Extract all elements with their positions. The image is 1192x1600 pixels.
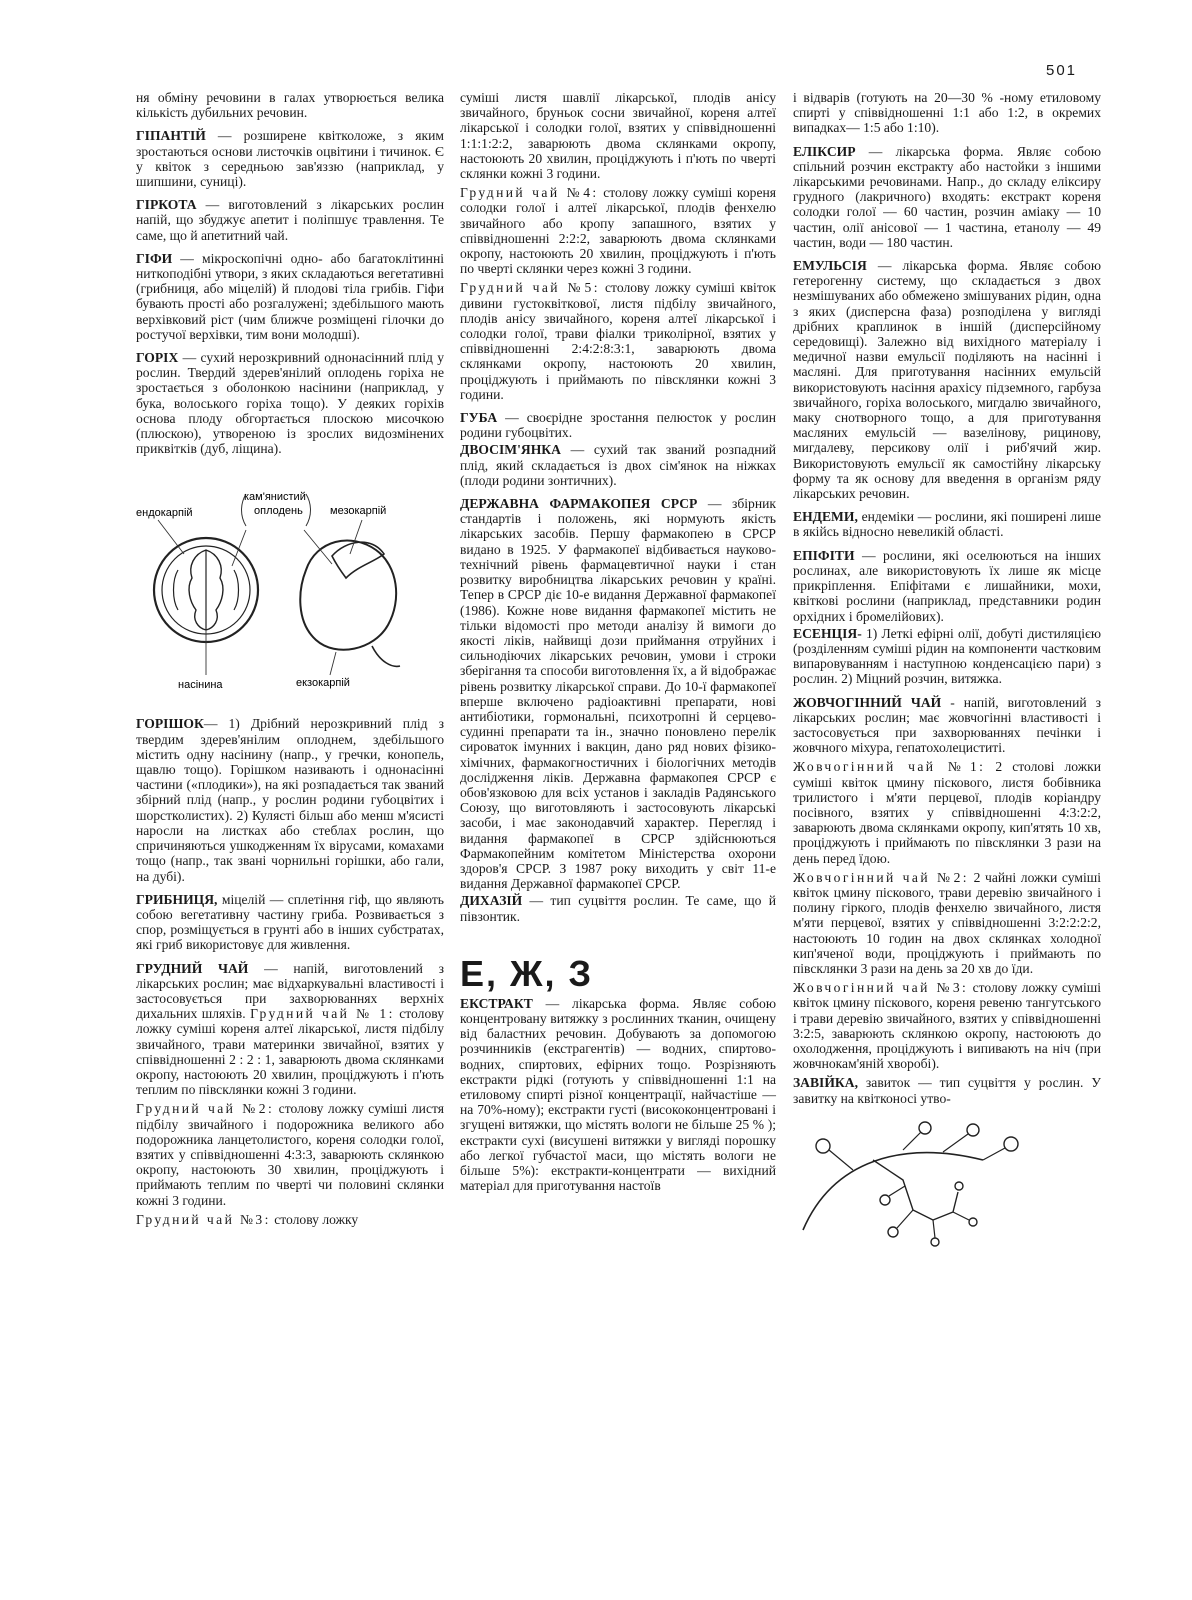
label-mesocarp: мезокарпій (330, 505, 387, 518)
recipe-zhovch-1 (793, 759, 1101, 865)
walnut-diagram (136, 470, 436, 700)
recipe-text: столову ложку суміші квіток цмину піскового, кореня ревеню тангутського і трави деревію звичайного, взятих у співвідношенні 3:2:5, заварюють склянкою окропу, настоюють до охолодження, проціджують і випивають на ніч (при жовчнокам'яній хворобі). (793, 980, 1101, 1072)
entry-text: — лікарська форма. Являє собою спільний розчин екстракту або настойки з іншими лікарськими речовинами. Напр., до складу еліксиру грудного (лакричного) входять: екстракт кореня солодки голої — 60 частин, розчин аміаку — 10 частин, олії анісової — 1 частина, етанолу — 49 частин, води — 180 частин. (793, 143, 1101, 250)
entry-term: ГОРІХ (136, 350, 179, 366)
entry-term: ЖОВЧОГІННИЙ ЧАЙ (793, 694, 942, 710)
entry-term: ДВОСІМ'ЯНКА (460, 442, 561, 458)
recipe-text: столову ложку суміші квіток дивини густоквіткової, листя підбілу звичайного, плодів анісу звичайного, кореня алтеї лікарської і солодки голої, трави фіалки триколірної, взятих у співвідношенні 2:4:2:8:3:1, заварюють двома склянками окропу, настоюють 20 хвилин, проціджують і приймають по півсклянки кожні 3 години. (460, 280, 776, 402)
entry-text: міцелій — сплетіння гіф, що являють собою вегетативну частину гриба. Розвивається з спор, розміщується в грунті або в інших субстратах, які гриб використовує для живлення. (136, 891, 444, 953)
recipe-label: Жовчогінний чай №2: (793, 869, 969, 885)
recipe-text: столову ложку суміші кореня алтеї лікарської, листя підбілу звичайного, трави материнки звичайної, взятих у співвідношенні 2 : 2 : 1, заварюють двома склянками окропу, настоюють 20 хвилин, проціджують і п'ють теплим по півсклянки кожні 3 години. (136, 1006, 444, 1098)
recipe-text: 2 столові ложки суміші квіток цмину піскового, листя бобівника трилистого і м'яти перцевої, плодів коріандру посівного, взятих у співвідношенні 4:3:2:2, заварюють двома склянками окропу, кип'ятять 10 хв, проціджують і приймають по півсклянки 3 рази на день перед їдою. (793, 759, 1101, 866)
entry-text: — своєрідне зростання пелюсток у рослин родини губоцвітих. (460, 410, 776, 441)
entry-esentsia (793, 626, 1101, 687)
pedicel-7 (933, 1220, 935, 1238)
entry-zavitka (793, 1075, 1101, 1105)
entry-derzh-farmakopeia (460, 496, 776, 891)
walnut-figure (136, 470, 444, 700)
recipe-text: столову ложку (270, 1211, 359, 1227)
fruit-stalk (372, 646, 400, 666)
entry-text: — тип суцвіття рослин. Те саме, що й півзонтик. (460, 893, 776, 924)
continued-text: суміші листя шавлії лікарської, плодів анісу звичайного, бруньок сосни звичайної, кореня алтеї лікарської і солодки голої, взятих у співвідношенні 1:1:1:2:2, заварюють двома склянками окропу, настоюють 20 хвилин, проціджують і п'ють по чверті склянки кожні 3 години. (460, 90, 776, 182)
label-stony-2: оплодень (254, 505, 303, 518)
recipe-label: Грудний чай №4: (460, 185, 599, 201)
spiral-branch (873, 1160, 958, 1220)
entry-text: — 1) Дрібний нерозкривний плід з твердим здерев'янілим оплоднем, здебільшого містить одну насінину (напр., у гречки, конопель, щавлю тощо). Горішком називають і однонасінні частини («плодики»), на які розпадається так званий збірний плід (напр., у рослин родини губоцвітих і шорстколистих). 2) Кулясті більш або менш м'ясисті наросли на листках або стеблах рослин, що спричиняються ушкодженням їх вірусами, комахами тощо (напр., так звані чорнильні горішки, або гали, на дубі). (136, 716, 444, 884)
recipe-label: Грудний чай № 1: (250, 1006, 395, 1022)
flower-4 (1004, 1137, 1018, 1151)
entry-term: ЕМУЛЬСІЯ (793, 258, 867, 274)
entry-text: — сухий так званий розпадний плід, який складається із двох сім'янок на ніжках (плоди родини зонтичних). (460, 442, 776, 488)
entry-girkota (136, 197, 444, 243)
entry-term: ДИХАЗІЙ (460, 893, 523, 909)
entry-grudniy (136, 961, 444, 1098)
section-heading: Е, Ж, З (460, 952, 594, 994)
label-seed: насінина (178, 679, 223, 692)
entry-zhovchohinnyi (793, 695, 1101, 756)
label-endocarp: ендокарпій (136, 507, 193, 520)
entry-gribnitsia (136, 892, 444, 953)
entry-term: ГОРІШОК (136, 716, 204, 732)
label-line-exocarp (330, 652, 336, 675)
recipe-text: столову ложку суміші кореня солодки голої і алтеї лікарської, плодів фенхелю звичайного або кропу запашного, взятих у співвідношенні 2:2:2, заварюють двома склянками окропу, настоюють 20 хвилин, проціджують і п'ють по чверті склянки через кожні 3 години. (460, 185, 776, 277)
entry-text: — виготовлений з лікарських рослин напій, що збуджує апетит і поліпшує травлення. Те саме, що й апетитний чай. (136, 197, 444, 243)
entry-gifi (136, 251, 444, 342)
entry-term: ЗАВІЙКА, (793, 1075, 858, 1091)
cincinnus-diagram (793, 1120, 1043, 1250)
label-stony-1: кам'янистий (244, 491, 306, 504)
flower-3 (967, 1124, 979, 1136)
entry-dikhaziy (460, 893, 776, 923)
entry-epifity (793, 548, 1101, 624)
entry-gipantiy (136, 128, 444, 189)
column-2 (460, 90, 776, 1201)
label-line-stony-2 (304, 530, 332, 564)
split-husk (332, 543, 384, 579)
entry-text: — мікроскопічні одно- або багатоклітинні ниткоподібні утвори, з яких складаються вегетативні (грибниця, або міцелій) й плодові тіла грибів. Гіфи бувають прості або розгалужені; здебільшого мають верхівковий ріст (чим ближче розміщені гілочки до ростучої верхівки, тим вони молодші). (136, 250, 444, 342)
entry-term: ГІФИ (136, 250, 173, 266)
recipe-grudniy-5 (460, 280, 776, 402)
flower-2 (919, 1122, 931, 1134)
recipe-grudniy-2 (136, 1101, 444, 1207)
recipe-text: 2 чайні ложки суміші квіток цмину піскового, трави деревію звичайного і полину гіркого, плодів фенхелю звичайного, листя м'яти перцевої, взятих у співвідношенні 3:2:2:2:2, настоюють 10 годин на двох склянках холодної кип'яченої води, проціджують і приймають по півсклянки 3 рази на день за 20 хв до їди. (793, 869, 1102, 976)
pedicel-2 (903, 1132, 921, 1150)
label-line-mesocarp (350, 520, 362, 554)
recipe-label: Жовчогінний чай №3: (793, 980, 969, 996)
entry-text: ендеміки — рослини, які поширені лише в якійсь відносно невеликій області. (793, 509, 1101, 540)
pedicel-5 (889, 1186, 905, 1196)
label-line-endocarp (158, 520, 184, 554)
recipe-text: столову ложку суміші листя підбілу звичайного і подорожника великого або подорожника ланцетолистого, кореня солодки голої, взятих у співвідношенні 4:3:3, заварюють склянкою окропу, настоюють 30 хвилин, проціджують і приймають теплим по чверті чи половині склянки кожні 3 години. (136, 1101, 444, 1208)
entry-term: ЕПІФІТИ (793, 547, 855, 563)
entry-text: — лікарська форма. Являє собою концентровану витяжку з рослинних тканин, очищену від баластних речовин. Добувають за допомогою розчинників (екстрагентів) — водних, спиртово-водних, спиртових, ефірних тощо. Розрізняють екстракти рідкі (готують у співвідношенні 1:1 на етиловому спирті різної концентрації, найчастіше — на 70%-ному); екстракти густі (висококонцентровані і згущені витяжки, що містять вологи не більше 25 % ); екстракти сухі (висушені витяжки у вигляді порошку або легкої губчастої маси, що містять вологи не більше 5%): екстракти-концентрати — вихідний матеріал для приготування настоїв (460, 995, 776, 1194)
cincinnus-figure (793, 1120, 1101, 1250)
entry-term: ГУБА (460, 410, 498, 426)
flower-1 (816, 1139, 830, 1153)
entry-emulsia (793, 258, 1101, 501)
pedicel-3 (943, 1134, 968, 1152)
entry-text: — сухий нерозкривний однонасінний плід у рослин. Твердий здерев'янілий оплодень горіха не зростається з оболонкою насінини (наприклад, у бука, волоського горіха тощо). У деяких горіхів основа плоду обгортається плоскою мисочкою (плюскою), утвореною із зрослих видозмінених приквітків (дуб, ліщина). (136, 350, 444, 457)
entry-term: ЕНДЕМИ, (793, 509, 858, 525)
entry-text: завиток — тип суцвіття у рослин. У завитку на квітконосі утво- (793, 1075, 1101, 1106)
column-1 (136, 90, 444, 1231)
flower-7 (931, 1238, 939, 1246)
pedicel-4 (983, 1148, 1005, 1160)
entry-text: — збірник стандартів і положень, які нормують якість лікарських засобів. Першу фармакопею в СРСР видано в 1925. У фармакопеї відбивається науково-технічний рівень фармацевтичної науки і стан розвитку виробництва лікарських речовин у країні. Тепер в СРСР діє 10-е видання Державної фармакопеї (1986). Кожне нове видання фармакопеї містить не тільки відомості про методи аналізу й вимоги до якості ліків, найвищі дози приймання отруйних і сильнодіючих лікарських речовин, умови і строки зберігання та способи виготовлення їх, а й відображає рівень розвитку лікарської справи. До 10-ї фармакопеї вперше включено радіоактивні препарати, нові антибіотики, гормональні, психотропні й серцево-судинні препарати та ін., значно поновлено перелік сироваток імунних і вакцин, дано ряд нових фізико-хімічних, фармакогностичних і біологічних методів дослідження ліків. Державна фармакопея СРСР є обов'язковою для всіх установ і закладів Радянського Союзу, що виготовляють і застосовують лікарські засоби, і має законодавчий характер. Перегляд і видання фармакопеї в СРСР здійснюються Фармакопейним комітетом Міністерства охорони здоров'я СРСР. З 1987 року виходить у світ 11-е видання Державної фармакопеї СРСР. (460, 496, 777, 892)
main-axis (803, 1152, 983, 1229)
entry-gorishok (136, 716, 444, 883)
pedicel-6 (897, 1210, 913, 1228)
recipe-grudniy-4 (460, 185, 776, 276)
entry-eliksir (793, 144, 1101, 250)
continued-text: і відварів (готують на 20—30 % -ному етиловому спирті у співвідношенні 1:1 або 1:2, в окремих випадках— 1:5 або 1:10). (793, 90, 1101, 136)
pedicel-8 (953, 1212, 969, 1220)
recipe-zhovch-3 (793, 980, 1101, 1071)
column-3 (793, 90, 1101, 1266)
entry-text: — розширене квітколоже, з яким зростаються основи листочків оцвітини і тичинок. Є у квіток з середньою зав'яззю (наприклад, у шипшини, суниці). (136, 128, 444, 190)
entry-ekstrakt (460, 996, 776, 1194)
entry-endemi (793, 509, 1101, 539)
entry-text: — рослини, які оселюються на інших рослинах, але використовують їх лише як місце прикріплення. Епіфітами є лишайники, мохи, квіткові рослини (наприклад, представники родин орхідних і бромелійових). (793, 547, 1101, 624)
flower-5 (880, 1195, 890, 1205)
entry-guba (460, 410, 776, 440)
entry-term: ЕЛІКСИР (793, 143, 856, 159)
recipe-zhovch-2 (793, 870, 1101, 976)
entry-term: ГІРКОТА (136, 197, 197, 213)
pedicel-1 (829, 1150, 853, 1170)
flower-6 (888, 1227, 898, 1237)
entry-text: 1) Леткі ефірні олії, добуті дистиляцією (розділенням суміші рідин на компоненти частковим випаровуванням і наступною конденсацією пари) з рослин. 2) Міцний розчин, витяжка. (793, 625, 1101, 687)
entry-text: — напій, виготовлений з лікарських рослин; має відхаркувальні властивості і застосовується при захворюваннях верхніх дихальних шляхів. (136, 960, 444, 1022)
page-number: 501 (1046, 62, 1078, 79)
recipe-grudniy-3 (136, 1212, 444, 1227)
entry-text: — лікарська форма. Являє собою гетерогенну систему, що складається з двох незмішуваних або обмежено змішуваних рідин, одна з яких (дисперсна фаза) розподілена у вигляді дрібних краплинок в іншій (дисперсійному середовищі). Залежно від вихідного матеріалу і медичної назви емульсії поділяють на насінні і масляні. Для приготування насінних емульсій використовують насіння арахісу підземного, гарбуза звичайного, горіха волоського, мигдалю звичайного, маку снотворного тощо, а для приготування масляних емульсій — вазелінову, рицинову, мигдалеву, персикову олії і риб'ячий жир. Використовують емульсії як самостійну лікарську форму та як основу для введення в організм ряду лікарських речовин. (793, 258, 1101, 502)
whole-fruit-outline (300, 541, 396, 650)
entry-dvosimianka (460, 442, 776, 488)
entry-term: ЕКСТРАКТ (460, 995, 533, 1011)
entry-term: ГРИБНИЦЯ, (136, 891, 218, 907)
continued-text: ня обміну речовини в галах утворюється велика кількість дубильних речовин. (136, 90, 444, 121)
label-exocarp: екзокарпій (296, 677, 350, 690)
entry-text: - напій, виготовлений з лікарських рослин; має жовчогінні властивості і застосовується при захворюваннях печінки і жовчного міхура, гепатохолециститі. (793, 694, 1101, 756)
flower-bud (955, 1182, 963, 1190)
recipe-label: Грудний чай №5: (460, 280, 600, 296)
recipe-label: Жовчогінний чай №1: (793, 759, 986, 775)
entry-term: ГІПАНТІЙ (136, 128, 206, 144)
flower-8 (969, 1218, 977, 1226)
recipe-label: Грудний чай №3: (136, 1211, 271, 1227)
recipe-label: Грудний чай №2: (136, 1101, 275, 1117)
entry-term: ДЕРЖАВНА ФАРМАКОПЕЯ СРСР (460, 496, 698, 512)
entry-term: ЕСЕНЦІЯ- (793, 625, 862, 641)
entry-term: ГРУДНИЙ ЧАЙ (136, 960, 249, 976)
entry-gorikh (136, 350, 444, 456)
